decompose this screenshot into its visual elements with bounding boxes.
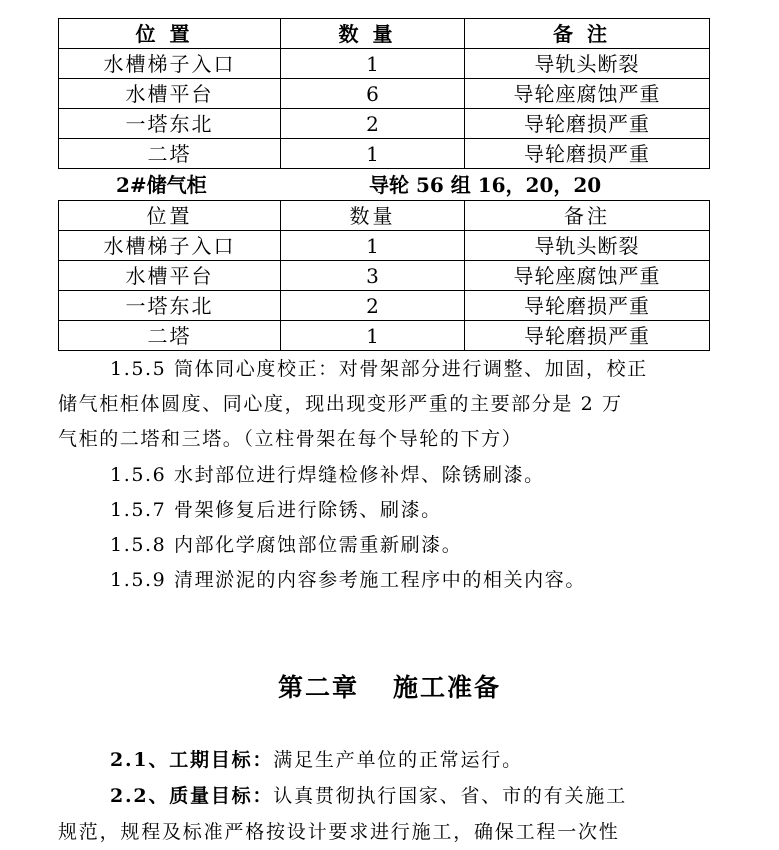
- cell-notes: 导轮磨损严重: [465, 139, 710, 169]
- item-1-5-8: [58, 528, 760, 563]
- goal-lead: 2.1、工期目标：: [110, 749, 274, 771]
- cell-quantity: 1: [281, 49, 465, 79]
- table-row: [59, 321, 710, 351]
- cell-notes: 导轨头断裂: [465, 231, 710, 261]
- item-line: [58, 422, 760, 457]
- goal-2-2: [58, 778, 760, 850]
- cell-notes: 导轮座腐蚀严重: [465, 79, 710, 109]
- chapter-heading: [0, 668, 779, 704]
- item-text: 气柜的二塔和三塔。（立柱骨架在每个导轮的下方）: [58, 428, 523, 450]
- cell-position: 水槽梯子入口: [59, 231, 281, 261]
- header-position: 位置: [59, 201, 281, 231]
- item-text: 1.5.5 筒体同心度校正：对骨架部分进行调整、加固，校正: [110, 358, 648, 380]
- cell-notes: 导轮磨损严重: [465, 321, 710, 351]
- cell-position: 一塔东北: [59, 109, 281, 139]
- table-row: [59, 231, 710, 261]
- item-text: 1.5.7 骨架修复后进行除锈、刷漆。: [110, 499, 442, 521]
- item-1-5-7: [58, 493, 760, 528]
- cell-notes: 导轨头断裂: [465, 49, 710, 79]
- goal-text: 认真贯彻执行国家、省、市的有关施工: [273, 785, 627, 807]
- section-info: 导轮 56 组 16，20，20: [369, 173, 602, 197]
- cell-position: 水槽平台: [59, 79, 281, 109]
- item-line: [58, 387, 760, 422]
- cell-position: 水槽梯子入口: [59, 49, 281, 79]
- table-row: [59, 291, 710, 321]
- cell-notes: 导轮磨损严重: [465, 291, 710, 321]
- cell-position: 二塔: [59, 139, 281, 169]
- cell-quantity: 6: [281, 79, 465, 109]
- cell-position: 二塔: [59, 321, 281, 351]
- table-row: [59, 139, 710, 169]
- goal-line: [58, 814, 760, 850]
- item-1-5-6: [58, 458, 760, 493]
- item-1-5-5: [58, 352, 760, 457]
- cell-quantity: 2: [281, 109, 465, 139]
- header-position: 位置: [59, 19, 281, 49]
- item-text: 1.5.9 清理淤泥的内容参考施工程序中的相关内容。: [110, 569, 586, 591]
- item-text: 储气柜柜体圆度、同心度，现出现变形严重的主要部分是 2 万: [58, 393, 623, 415]
- table-1: [58, 18, 710, 169]
- goal-2-1: [58, 742, 760, 778]
- section-heading: [58, 170, 709, 200]
- table-header-row: [59, 201, 710, 231]
- header-notes: 备注: [465, 201, 710, 231]
- table-header-row: [59, 19, 710, 49]
- table-row: [59, 79, 710, 109]
- cell-quantity: 1: [281, 321, 465, 351]
- table-row: [59, 109, 710, 139]
- chapter-title: 施工准备: [393, 673, 502, 702]
- table-row: [59, 261, 710, 291]
- cell-quantity: 2: [281, 291, 465, 321]
- header-quantity: 数量: [281, 201, 465, 231]
- goal-text: 规范，规程及标准严格按设计要求进行施工，确保工程一次性: [58, 821, 620, 843]
- cell-notes: 导轮座腐蚀严重: [465, 261, 710, 291]
- cell-quantity: 1: [281, 231, 465, 261]
- cell-quantity: 1: [281, 139, 465, 169]
- header-quantity: 数量: [281, 19, 465, 49]
- item-line: [58, 352, 760, 387]
- cell-position: 一塔东北: [59, 291, 281, 321]
- goal-lead: 2.2、质量目标：: [110, 785, 274, 807]
- section-name: 2#储气柜: [116, 173, 207, 197]
- item-text: 1.5.8 内部化学腐蚀部位需重新刷漆。: [110, 534, 463, 556]
- goal-text: 满足生产单位的正常运行。: [273, 749, 523, 771]
- item-text: 1.5.6 水封部位进行焊缝检修补焊、除锈刷漆。: [110, 464, 545, 486]
- header-notes: 备注: [465, 19, 710, 49]
- cell-position: 水槽平台: [59, 261, 281, 291]
- cell-notes: 导轮磨损严重: [465, 109, 710, 139]
- cell-quantity: 3: [281, 261, 465, 291]
- table-row: [59, 49, 710, 79]
- item-1-5-9: [58, 563, 760, 598]
- table-2: [58, 200, 710, 351]
- goal-line: [58, 778, 760, 814]
- chapter-number: 第二章: [277, 673, 359, 702]
